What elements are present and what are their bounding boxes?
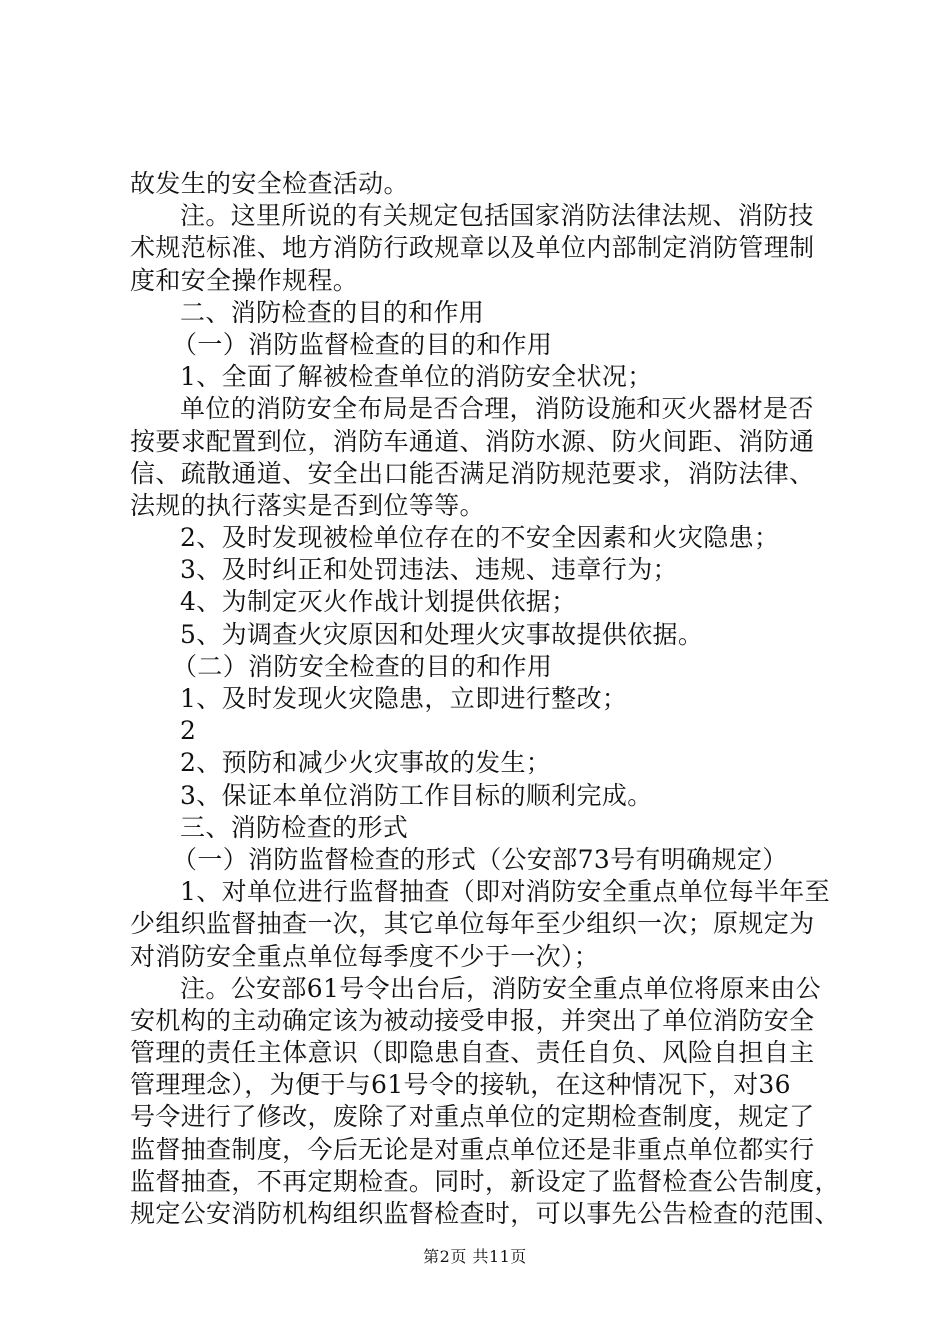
list-item: 5、为调查火灾原因和处理火灾事故提供依据。 bbox=[180, 619, 704, 649]
section-heading: 三、消防检查的形式 bbox=[180, 812, 409, 842]
page-footer: 第2页 共11页 bbox=[423, 1247, 527, 1266]
text-line: 监督抽查制度，今后无论是对重点单位还是非重点单位都实行 bbox=[130, 1134, 815, 1164]
text-line: 术规范标准、地方消防行政规章以及单位内部制定消防管理制 bbox=[130, 233, 815, 263]
list-item: 1、全面了解被检查单位的消防安全状况； bbox=[180, 362, 653, 392]
text-line: 管理的责任主体意识（即隐患自查、责任自负、风险自担自主 bbox=[130, 1038, 815, 1068]
list-item: 3、保证本单位消防工作目标的顺利完成。 bbox=[180, 780, 653, 810]
list-item: 1、对单位进行监督抽查（即对消防安全重点单位每半年至 bbox=[180, 877, 831, 907]
list-item: 3、及时纠正和处罚违法、违规、违章行为； bbox=[180, 555, 678, 585]
text-line: 按要求配置到位，消防车通道、消防水源、防火间距、消防通 bbox=[130, 426, 815, 456]
section-heading: 二、消防检查的目的和作用 bbox=[180, 297, 485, 327]
subsection-heading: （一）消防监督检查的形式（公安部73号有明确规定） bbox=[172, 844, 788, 874]
document-body bbox=[130, 168, 840, 1230]
text-line: 对消防安全重点单位每季度不少于一次）； bbox=[130, 941, 600, 971]
subsection-heading: （二）消防安全检查的目的和作用 bbox=[172, 651, 553, 681]
list-item: 2、预防和减少火灾事故的发生； bbox=[180, 748, 552, 778]
text-line: 信、疏散通道、安全出口能否满足消防规范要求，消防法律、 bbox=[130, 458, 815, 488]
subsection-heading: （一）消防监督检查的目的和作用 bbox=[172, 329, 553, 359]
list-item: 4、为制定灭火作战计划提供依据； bbox=[180, 587, 577, 617]
text-line: 度和安全操作规程。 bbox=[130, 265, 359, 295]
text-line: 少组织监督抽查一次，其它单位每年至少组织一次；原规定为 bbox=[130, 909, 815, 939]
text-line: 监督抽查，不再定期检查。同时，新设定了监督检查公告制度， bbox=[130, 1166, 840, 1196]
text-line: 注。这里所说的有关规定包括国家消防法律法规、消防技 bbox=[180, 201, 814, 231]
text-line: 2 bbox=[180, 716, 197, 746]
list-item: 2、及时发现被检单位存在的不安全因素和火灾隐患； bbox=[180, 523, 780, 553]
text-line: 管理理念），为便于与61号令的接轨，在这种情况下，对36 bbox=[130, 1070, 791, 1100]
text-line: 安机构的主动确定该为被动接受申报，并突出了单位消防安全 bbox=[130, 1005, 815, 1035]
text-line: 号令进行了修改，废除了对重点单位的定期检查制度，规定了 bbox=[130, 1102, 815, 1132]
text-line: 单位的消防安全布局是否合理，消防设施和灭火器材是否 bbox=[180, 394, 814, 424]
list-item: 1、及时发现火灾隐患，立即进行整改； bbox=[180, 684, 628, 713]
text-line: 法规的执行落实是否到位等等。 bbox=[130, 490, 485, 520]
text-line: 故发生的安全检查活动。 bbox=[130, 169, 409, 198]
text-line: 注。公安部61号令出台后，消防安全重点单位将原来由公 bbox=[180, 973, 821, 1003]
text-line: 规定公安消防机构组织监督检查时，可以事先公告检查的范围、 bbox=[130, 1199, 840, 1228]
